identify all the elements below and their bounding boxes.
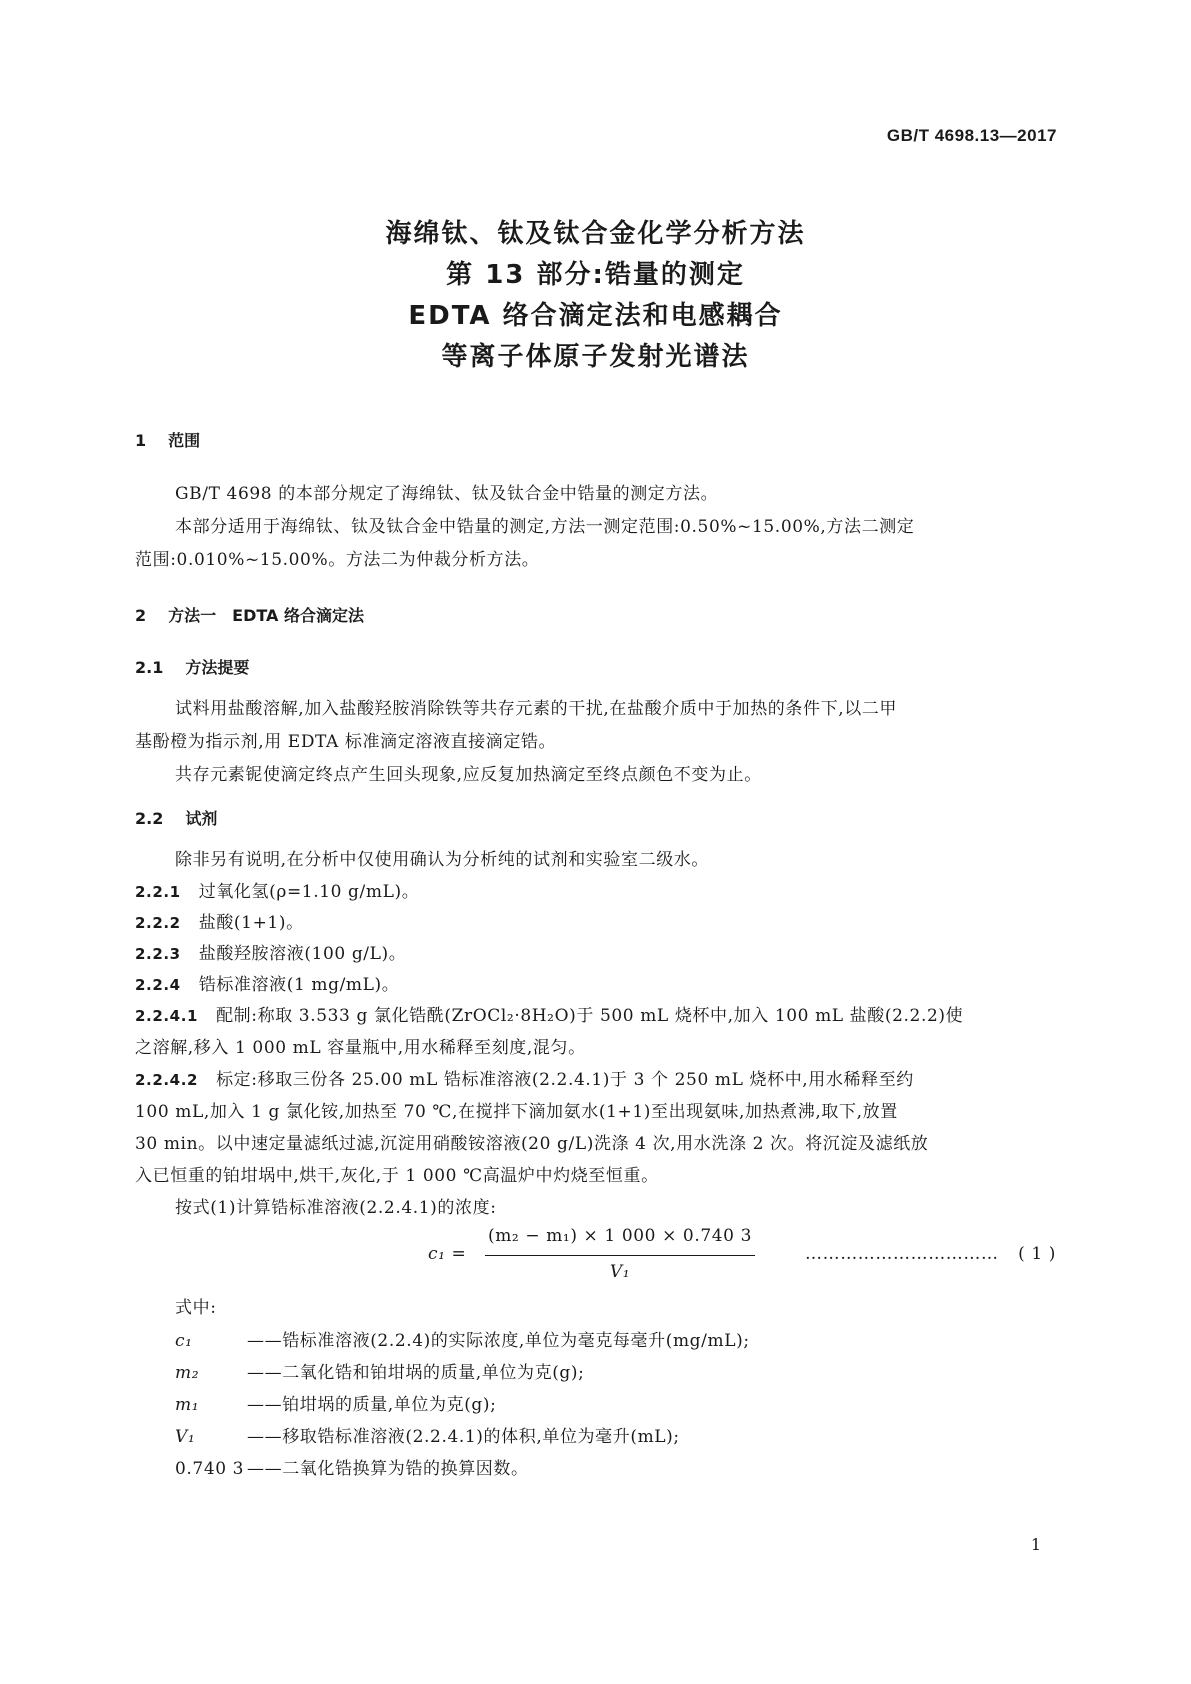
legend-description: ——二氧化锆换算为锆的换算因数。 <box>247 1459 529 1479</box>
title-line-1: 海绵钛、钛及钛合金化学分析方法 <box>385 219 806 249</box>
section-title: 范围 <box>168 431 201 450</box>
item-number: 2.2.1 <box>135 883 181 901</box>
list-item <box>135 876 419 909</box>
section-number: 2.1 <box>135 658 164 677</box>
legend-symbol: 0.740 3 <box>175 1459 245 1479</box>
legend-symbol: m₁ <box>175 1395 200 1415</box>
paragraph: 试料用盐酸溶解,加入盐酸羟胺消除铁等共存元素的干扰,在盐酸介质中于加热的条件下,以二甲 <box>175 699 898 719</box>
item-text: 配制:称取 3.533 g 氯化锆酰(ZrOCl₂·8H₂O)于 500 mL 烧杯中,加入 100 mL 盐酸(2.2.2)使 <box>216 1006 964 1026</box>
item-number: 2.2.2 <box>135 914 181 932</box>
formula-leader-dots: …………………………… <box>805 1244 999 1264</box>
section-2-2-heading <box>135 806 217 829</box>
item-number: 2.2.4.2 <box>135 1071 199 1089</box>
section-title: 试剂 <box>185 809 218 828</box>
legend-description: ——铂坩埚的质量,单位为克(g); <box>247 1395 497 1415</box>
item-text: 盐酸(1+1)。 <box>198 913 304 933</box>
list-item <box>135 1000 963 1033</box>
title-line-3: EDTA 络合滴定法和电感耦合 <box>408 301 783 331</box>
paragraph: 100 mL,加入 1 g 氯化铵,加热至 70 ℃,在搅拌下滴加氨水(1+1)至出现氨味,加热煮沸,取下,放置 <box>135 1102 898 1122</box>
standard-number: GB/T 4698.13—2017 <box>886 126 1057 145</box>
paragraph: 按式(1)计算锆标准溶液(2.2.4.1)的浓度: <box>175 1198 497 1218</box>
section-title: 方法一 EDTA 络合滴定法 <box>168 606 364 625</box>
paragraph: 共存元素铌使滴定终点产生回头现象,应反复加热滴定至终点颜色不变为止。 <box>175 765 762 785</box>
legend-symbol: V₁ <box>175 1427 196 1447</box>
legend-description: ——二氧化锆和铂坩埚的质量,单位为克(g); <box>247 1363 585 1383</box>
list-item <box>135 938 406 971</box>
list-item <box>135 1064 914 1097</box>
section-2-1-heading <box>135 655 249 678</box>
section-1-heading <box>135 428 200 451</box>
paragraph: 除非另有说明,在分析中仅使用确认为分析纯的试剂和实验室二级水。 <box>175 850 710 870</box>
paragraph: GB/T 4698 的本部分规定了海绵钛、钛及钛合金中锆量的测定方法。 <box>175 484 719 504</box>
legend-description: ——移取锆标准溶液(2.2.4.1)的体积,单位为毫升(mL); <box>247 1427 680 1447</box>
title-line-2: 第 13 部分:锆量的测定 <box>446 260 745 290</box>
formula-numerator: (m₂ − m₁) × 1 000 × 0.740 3 <box>487 1226 753 1246</box>
section-number: 2 <box>135 606 147 625</box>
item-text: 标定:移取三份各 25.00 mL 锆标准溶液(2.2.4.1)于 3 个 250 mL 烧杯中,用水稀释至约 <box>216 1070 914 1090</box>
section-2-heading <box>135 603 364 626</box>
formula-lhs: c₁ = <box>428 1244 467 1264</box>
list-item <box>135 907 304 940</box>
item-text: 盐酸羟胺溶液(100 g/L)。 <box>198 944 407 964</box>
item-number: 2.2.4.1 <box>135 1007 199 1025</box>
title-line-4: 等离子体原子发射光谱法 <box>441 342 750 372</box>
paragraph: 30 min。以中速定量滤纸过滤,沉淀用硝酸铵溶液(20 g/L)洗涤 4 次,用水洗涤 2 次。将沉淀及滤纸放 <box>135 1134 929 1154</box>
paragraph: 范围:0.010%~15.00%。方法二为仲裁分析方法。 <box>135 550 540 570</box>
legend-description: ——锆标准溶液(2.2.4)的实际浓度,单位为毫克每毫升(mg/mL); <box>247 1331 750 1351</box>
item-text: 过氧化氢(ρ=1.10 g/mL)。 <box>198 882 420 902</box>
page-number: 1 <box>1030 1535 1041 1554</box>
legend-symbol: m₂ <box>175 1363 200 1383</box>
equation-number: ( 1 ) <box>1018 1244 1056 1264</box>
section-title: 方法提要 <box>185 658 250 677</box>
list-item <box>135 969 399 1002</box>
item-text: 锆标准溶液(1 mg/mL)。 <box>198 975 400 995</box>
legend-symbol: c₁ <box>175 1331 193 1351</box>
paragraph: 基酚橙为指示剂,用 EDTA 标准滴定溶液直接滴定锆。 <box>135 732 557 752</box>
section-number: 2.2 <box>135 809 164 828</box>
paragraph: 之溶解,移入 1 000 mL 容量瓶中,用水稀释至刻度,混匀。 <box>135 1038 586 1058</box>
paragraph: 入已恒重的铂坩埚中,烘干,灰化,于 1 000 ℃高温炉中灼烧至恒重。 <box>135 1166 659 1186</box>
section-number: 1 <box>135 431 147 450</box>
legend-intro: 式中: <box>175 1298 217 1318</box>
formula-denominator: V₁ <box>609 1262 631 1282</box>
paragraph: 本部分适用于海绵钛、钛及钛合金中锆量的测定,方法一测定范围:0.50%~15.00%,方法二测定 <box>175 517 915 537</box>
item-number: 2.2.3 <box>135 945 181 963</box>
item-number: 2.2.4 <box>135 976 181 994</box>
